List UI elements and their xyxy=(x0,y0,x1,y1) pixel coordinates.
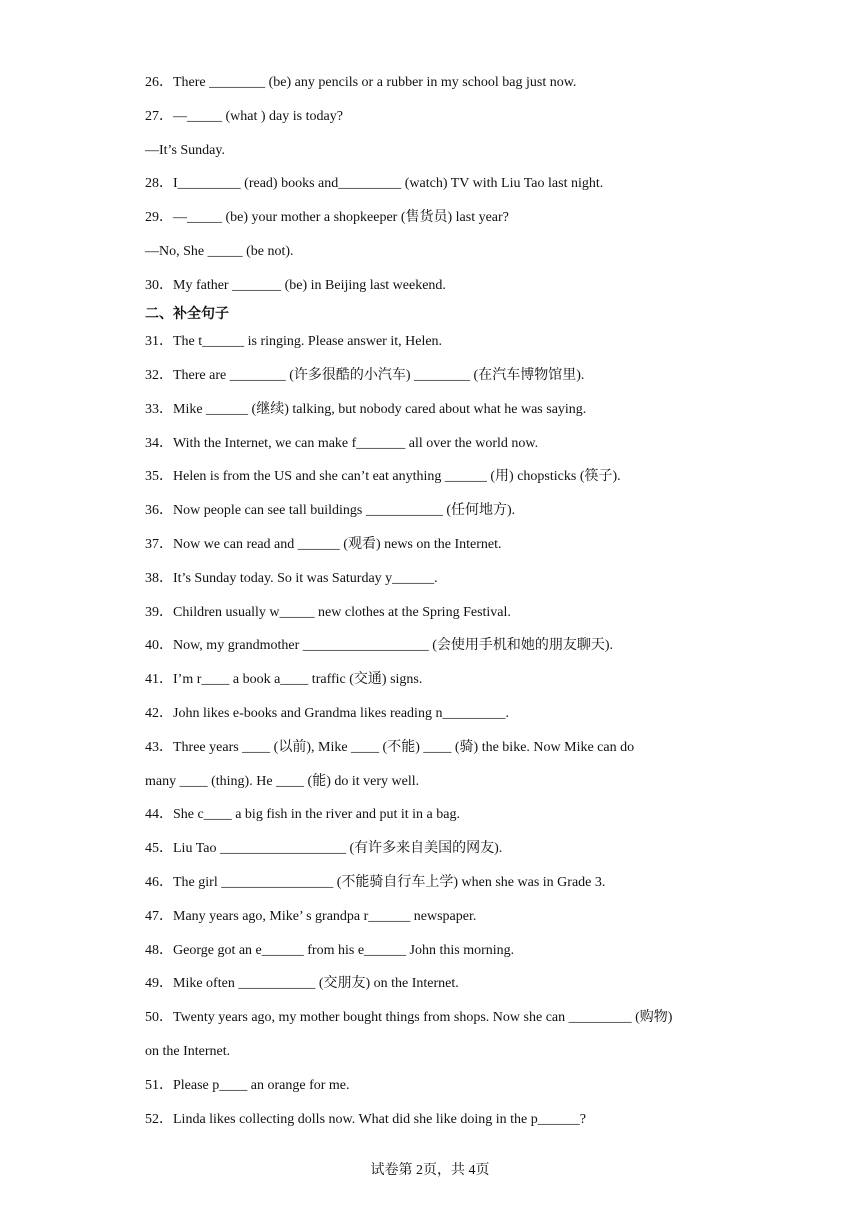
question-43-cont: many ____ (thing). He ____ (能) do it very well. xyxy=(145,774,420,789)
question-49: 49．Mike often ___________ (交朋友) on the Internet. xyxy=(145,976,459,991)
question-41: 41．I’m r____ a book a____ traffic (交通) signs. xyxy=(145,672,423,687)
question-31: 31．The t______ is ringing. Please answer it, Helen. xyxy=(145,334,443,349)
question-26: 26．There ________ (be) any pencils or a rubber in my school bag just now. xyxy=(145,75,577,90)
question-33: 33．Mike ______ (继续) talking, but nobody cared about what he was saying. xyxy=(145,402,587,417)
question-51: 51．Please p____ an orange for me. xyxy=(145,1078,350,1093)
question-29: 29．—_____ (be) your mother a shopkeeper (售货员) last year? xyxy=(145,210,509,225)
answer-29: —No, She _____ (be not). xyxy=(145,244,294,259)
question-34: 34．With the Internet, we can make f_______ all over the world now. xyxy=(145,436,539,451)
question-30: 30．My father _______ (be) in Beijing last weekend. xyxy=(145,278,446,293)
section-heading: 二、补全句子 xyxy=(145,306,229,322)
question-38: 38．It’s Sunday today. So it was Saturday y______. xyxy=(145,571,438,586)
question-27: 27．—_____ (what ) day is today? xyxy=(145,109,343,124)
question-50-cont: on the Internet. xyxy=(145,1044,231,1059)
answer-27: —It’s Sunday. xyxy=(145,143,225,158)
question-28: 28．I_________ (read) books and_________ (watch) TV with Liu Tao last night. xyxy=(145,176,604,191)
question-48: 48．George got an e______ from his e______ John this morning. xyxy=(145,943,515,958)
page-footer: 试卷第 2页，共 4页 xyxy=(370,1163,490,1178)
question-39: 39．Children usually w_____ new clothes at the Spring Festival. xyxy=(145,605,511,620)
question-45: 45．Liu Tao __________________ (有许多来自美国的网友). xyxy=(145,841,503,856)
question-36: 36．Now people can see tall buildings ___________ (任何地方). xyxy=(145,503,516,518)
question-46: 46．The girl ________________ (不能骑自行车上学) when she was in Grade 3. xyxy=(145,875,606,890)
question-50: 50．Twenty years ago, my mother bought things from shops. Now she can _________ (购物) xyxy=(145,1010,673,1025)
question-52: 52．Linda likes collecting dolls now. What did she like doing in the p______? xyxy=(145,1112,586,1127)
question-32: 32．There are ________ (许多很酷的小汽车) ________ (在汽车博物馆里). xyxy=(145,368,585,383)
question-37: 37．Now we can read and ______ (观看) news on the Internet. xyxy=(145,537,502,552)
question-44: 44．She c____ a big fish in the river and put it in a bag. xyxy=(145,807,460,822)
question-47: 47．Many years ago, Mike’ s grandpa r______ newspaper. xyxy=(145,909,477,924)
question-40: 40．Now, my grandmother __________________ (会使用手机和她的朋友聊天). xyxy=(145,638,614,653)
question-43: 43．Three years ____ (以前), Mike ____ (不能) ____ (骑) the bike. Now Mike can do xyxy=(145,740,635,755)
question-35: 35．Helen is from the US and she can’t eat anything ______ (用) chopsticks (筷子). xyxy=(145,469,621,484)
question-42: 42．John likes e-books and Grandma likes reading n_________. xyxy=(145,706,509,721)
